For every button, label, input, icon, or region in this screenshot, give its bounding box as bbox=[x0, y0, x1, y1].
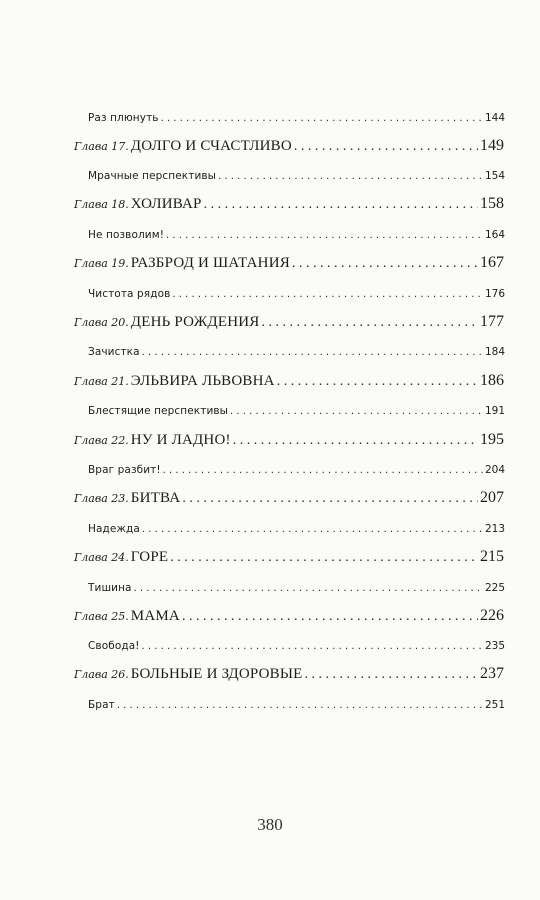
leader-dots bbox=[142, 524, 483, 535]
subsection-title: Чистота рядов bbox=[88, 288, 171, 300]
toc-subsection bbox=[88, 523, 505, 535]
leader-dots bbox=[292, 256, 478, 272]
page-ref: 184 bbox=[484, 346, 505, 358]
toc-subsection bbox=[88, 405, 505, 417]
chapter-prefix: Глава 18. bbox=[74, 198, 129, 211]
chapter-prefix: Глава 23. bbox=[74, 492, 129, 505]
toc-chapter bbox=[74, 489, 504, 507]
leader-dots bbox=[170, 550, 478, 566]
page-ref: 167 bbox=[480, 254, 504, 271]
chapter-prefix: Глава 24. bbox=[74, 551, 129, 564]
leader-dots bbox=[304, 667, 478, 683]
page-ref: 237 bbox=[480, 665, 504, 682]
leader-dots bbox=[163, 465, 483, 476]
page-number: 380 bbox=[257, 815, 283, 834]
chapter-prefix: Глава 19. bbox=[74, 257, 129, 270]
chapter-prefix: Глава 17. bbox=[74, 140, 129, 153]
page-ref: 164 bbox=[484, 229, 505, 241]
chapter-title: ГОРЕ bbox=[130, 549, 169, 565]
leader-dots bbox=[161, 113, 483, 124]
page-ref: 213 bbox=[484, 523, 505, 535]
leader-dots bbox=[294, 139, 478, 155]
page-ref: 177 bbox=[480, 313, 504, 330]
toc-subsection bbox=[88, 229, 505, 241]
subsection-title: Мрачные перспективы bbox=[88, 170, 217, 182]
leader-dots bbox=[277, 374, 478, 390]
leader-dots bbox=[134, 583, 483, 594]
subsection-title: Враг разбит! bbox=[88, 464, 161, 476]
toc-chapter bbox=[74, 548, 504, 566]
leader-dots bbox=[233, 433, 478, 449]
page-ref: 191 bbox=[484, 405, 505, 417]
leader-dots bbox=[166, 230, 483, 241]
subsection-title: Свобода! bbox=[88, 640, 140, 652]
page-ref: 226 bbox=[480, 607, 504, 624]
leader-dots bbox=[182, 609, 478, 625]
chapter-prefix: Глава 21. bbox=[74, 375, 129, 388]
subsection-title: Не позволим! bbox=[88, 229, 165, 241]
leader-dots bbox=[142, 641, 483, 652]
leader-dots bbox=[172, 289, 483, 300]
chapter-title: НУ И ЛАДНО! bbox=[130, 432, 231, 448]
leader-dots bbox=[204, 197, 478, 213]
toc-subsection bbox=[88, 346, 505, 358]
chapter-title: МАМА bbox=[130, 608, 180, 624]
toc-chapter bbox=[74, 431, 504, 449]
page-ref: 207 bbox=[480, 489, 504, 506]
leader-dots bbox=[261, 315, 478, 331]
toc-subsection bbox=[88, 112, 505, 124]
subsection-title: Тишина bbox=[88, 582, 132, 594]
toc-subsection bbox=[88, 640, 505, 652]
chapter-title: БОЛЬНЫЕ И ЗДОРОВЫЕ bbox=[130, 666, 303, 682]
chapter-title: ДОЛГО И СЧАСТЛИВО bbox=[130, 138, 292, 154]
subsection-title: Зачистка bbox=[88, 346, 140, 358]
page-ref: 225 bbox=[484, 582, 505, 594]
subsection-title: Брат bbox=[88, 699, 115, 711]
page-ref: 215 bbox=[480, 548, 504, 565]
subsection-title: Раз плюнуть bbox=[88, 112, 159, 124]
leader-dots bbox=[182, 491, 478, 507]
toc-subsection bbox=[88, 699, 505, 711]
leader-dots bbox=[230, 406, 483, 417]
toc-chapter bbox=[74, 195, 504, 213]
page-ref: 251 bbox=[484, 699, 505, 711]
toc-chapter bbox=[74, 607, 504, 625]
chapter-prefix: Глава 26. bbox=[74, 668, 129, 681]
toc-subsection bbox=[88, 464, 505, 476]
page-ref: 235 bbox=[484, 640, 505, 652]
page-ref: 176 bbox=[484, 288, 505, 300]
toc-chapter bbox=[74, 372, 504, 390]
toc-chapter bbox=[74, 137, 504, 155]
subsection-title: Блестящие перспективы bbox=[88, 405, 229, 417]
toc-subsection bbox=[88, 582, 505, 594]
page-ref: 154 bbox=[484, 170, 505, 182]
chapter-prefix: Глава 20. bbox=[74, 316, 129, 329]
page-ref: 149 bbox=[480, 137, 504, 154]
page-ref: 195 bbox=[480, 431, 504, 448]
chapter-prefix: Глава 22. bbox=[74, 434, 129, 447]
toc-chapter bbox=[74, 665, 504, 683]
chapter-title: ХОЛИВАР bbox=[130, 196, 202, 212]
subsection-title: Надежда bbox=[88, 523, 140, 535]
page-ref: 144 bbox=[484, 112, 505, 124]
chapter-title: БИТВА bbox=[130, 490, 181, 506]
chapter-title: ЭЛЬВИРА ЛЬВОВНА bbox=[130, 373, 275, 389]
chapter-title: РАЗБРОД И ШАТАНИЯ bbox=[130, 255, 290, 271]
toc-subsection bbox=[88, 288, 505, 300]
leader-dots bbox=[117, 700, 483, 711]
leader-dots bbox=[218, 171, 483, 182]
toc-chapter bbox=[74, 313, 504, 331]
leader-dots bbox=[142, 347, 483, 358]
chapter-prefix: Глава 25. bbox=[74, 610, 129, 623]
page-ref: 204 bbox=[484, 464, 505, 476]
chapter-title: ДЕНЬ РОЖДЕНИЯ bbox=[130, 314, 260, 330]
toc-subsection bbox=[88, 170, 505, 182]
page-ref: 158 bbox=[480, 195, 504, 212]
toc-chapter bbox=[74, 254, 504, 272]
page-ref: 186 bbox=[480, 372, 504, 389]
